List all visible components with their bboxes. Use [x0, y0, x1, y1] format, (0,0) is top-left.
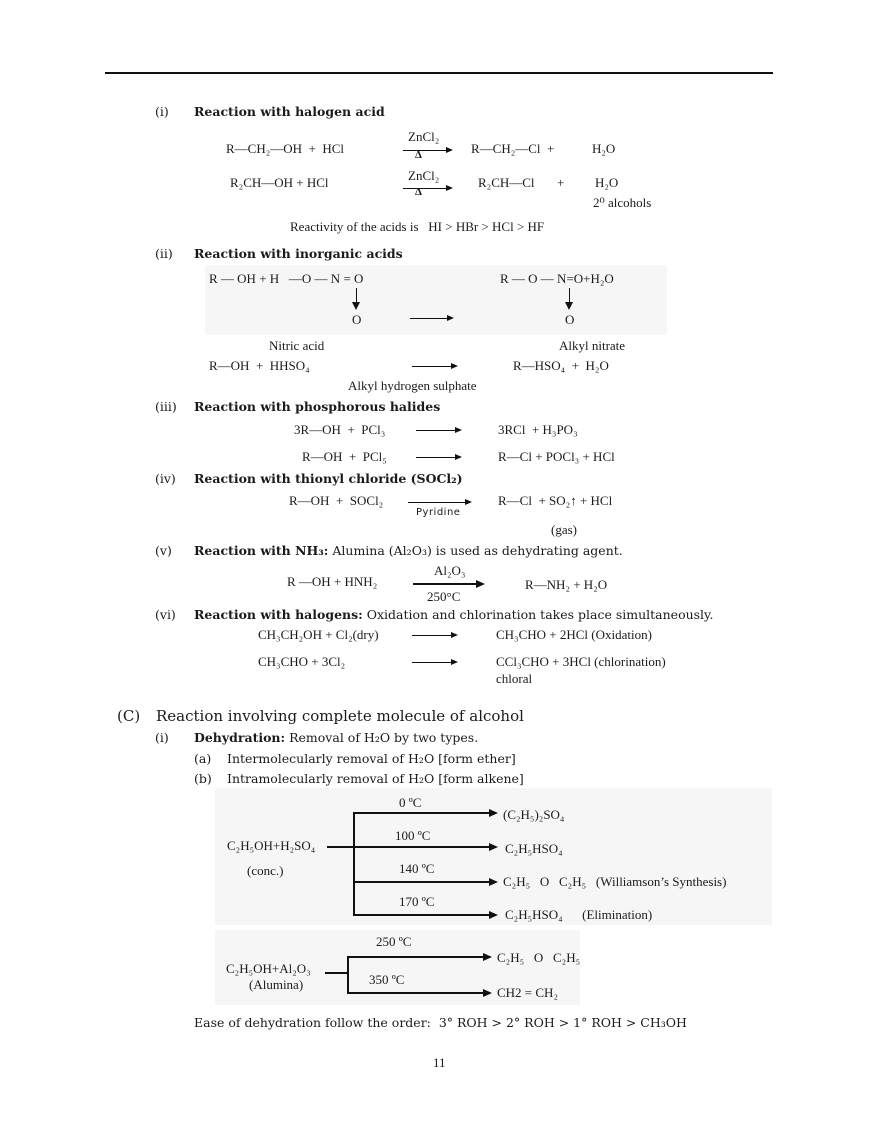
product: 3RCl + H₃PO₃ [498, 422, 578, 437]
item-number: (iv) [155, 471, 176, 486]
product: R₂CH—Cl [478, 175, 535, 190]
compound-name: chloral [496, 671, 533, 686]
compound-name: Alkyl nitrate [559, 338, 626, 353]
branch-arrow [353, 881, 496, 883]
catalyst: Pyridine [416, 507, 461, 518]
section-heading-line [194, 730, 478, 746]
list-item: Intermolecularly removal of H₂O [form ether] [227, 751, 516, 766]
item-number: (i) [155, 730, 169, 745]
item-number: (a) [194, 751, 212, 766]
section-heading: Reaction with inorganic acids [194, 246, 403, 261]
section-heading: Reaction with NH₃: [194, 543, 329, 558]
down-arrow [569, 288, 570, 308]
note: 2⁰ alcohols [593, 195, 652, 210]
temperature: 250 ºC [376, 934, 412, 949]
product: R—HSO₄ + H₂O [513, 358, 609, 373]
temperature: 100 ºC [395, 828, 431, 843]
reactant: C₂H₅OH+Al₂O₃ [226, 961, 311, 976]
section-heading: Dehydration: [194, 730, 286, 745]
heat-symbol: Δ [415, 149, 422, 161]
branch-line [353, 813, 355, 916]
down-arrow [356, 288, 357, 308]
reactant: C₂H₅OH+H₂SO₄ [227, 838, 316, 853]
branch-line [347, 957, 349, 994]
product: C₂H₅HSO₄ (Elimination) [505, 907, 653, 922]
reactant: R—OH + HHSO₄ [209, 358, 310, 373]
item-number: (iii) [155, 399, 177, 414]
item-number: (vi) [155, 607, 176, 622]
catalyst: ZnCl₂ [408, 129, 440, 144]
item-number: (v) [155, 543, 172, 558]
product: (C₂H₅)₂SO₄ [503, 807, 565, 822]
reactant: R — OH + H —O — N = O [209, 271, 364, 286]
temperature: 170 ºC [399, 894, 435, 909]
section-title: Reaction involving complete molecule of alcohol [156, 707, 524, 725]
header-rule [105, 72, 773, 74]
reaction-arrow [412, 635, 456, 636]
reaction-arrow [416, 430, 460, 431]
branch-arrow [353, 846, 496, 848]
page-number: 11 [433, 1055, 446, 1070]
compound-name: Nitric acid [269, 338, 325, 353]
reaction-arrow [412, 366, 456, 367]
section-description: Removal of H₂O by two types. [285, 730, 479, 745]
section-description: Oxidation and chlorination takes place simultaneously. [362, 607, 714, 622]
oxygen: O [565, 312, 575, 327]
product: H₂O [595, 175, 619, 190]
list-item-number: (b) [194, 771, 212, 786]
product: C₂H₅ O C₂H₅ [497, 950, 581, 965]
section-heading-line [194, 543, 623, 559]
reaction-arrow [403, 150, 451, 151]
section-number: (C) [117, 707, 141, 725]
product: H₂O [592, 141, 616, 156]
section-description: Alumina (Al₂O₃) is used as dehydrating agent. [328, 543, 623, 558]
product: R—Cl + SO₂↑ + HCl [498, 493, 613, 508]
product: CCl₃CHO + 3HCl (chlorination) [496, 654, 666, 669]
product: R—CH₂—Cl + [471, 141, 555, 156]
product: R—NH₂ + H₂O [525, 577, 608, 592]
product: R — O — N=O+H₂O [500, 271, 614, 286]
reaction-arrow [412, 662, 456, 663]
reaction-arrow [413, 583, 483, 585]
reactant: CH₃CH₂OH + Cl₂(dry) [258, 627, 379, 642]
section-heading: Reaction with halogen acid [194, 104, 385, 119]
oxygen: O [352, 312, 362, 327]
branch-line [325, 972, 349, 974]
item-number: (ii) [155, 246, 173, 261]
reactivity-order: Reactivity of the acids is HI > HBr > HCl > HF [290, 219, 545, 234]
product: CH2 = CH₂ [497, 985, 558, 1000]
reactant: R₂CH—OH + HCl [230, 175, 329, 190]
dehydration-order: Ease of dehydration follow the order: 3° ROH > 2° ROH > 1° ROH > CH₃OH [194, 1015, 687, 1030]
reactant: CH₃CHO + 3Cl₂ [258, 654, 346, 669]
product: C₂H₅ O C₂H₅ (Williamson’s Synthesis) [503, 874, 727, 889]
reactant: R—CH₂—OH + HCl [226, 141, 345, 156]
reaction-arrow [416, 457, 460, 458]
temperature: 250°C [427, 589, 461, 604]
reactant: R—OH + PCl₅ [302, 449, 387, 464]
note: (gas) [551, 522, 577, 537]
section-heading: Reaction with phosphorous halides [194, 399, 441, 414]
list-item: Intramolecularly removal of H₂O [form alkene] [227, 771, 524, 786]
catalyst: Al₂O₃ [434, 563, 466, 578]
reaction-arrow [408, 502, 470, 503]
branch-arrow [353, 812, 496, 814]
reaction-arrow [403, 188, 451, 189]
plus: + [557, 175, 565, 190]
branch-arrow [353, 914, 496, 916]
item-number: (i) [155, 104, 169, 119]
product: R—Cl + POCl₃ + HCl [498, 449, 615, 464]
reactant: R—OH + SOCl₂ [289, 493, 384, 508]
branch-arrow [347, 956, 490, 958]
branch-arrow [347, 992, 490, 994]
compound-name: Alkyl hydrogen sulphate [348, 378, 477, 393]
section-heading: Reaction with halogens: [194, 607, 363, 622]
temperature: 140 ºC [399, 861, 435, 876]
catalyst: ZnCl₂ [408, 168, 440, 183]
product: C₂H₅HSO₄ [505, 841, 563, 856]
section-heading-line [194, 607, 713, 623]
heat-symbol: Δ [415, 186, 422, 198]
section-heading: Reaction with thionyl chloride (SOCl₂) [194, 471, 463, 486]
temperature: 350 ºC [369, 972, 405, 987]
reactant: 3R—OH + PCl₃ [294, 422, 386, 437]
condition: (conc.) [247, 863, 284, 878]
temperature: 0 ºC [399, 795, 422, 810]
reactant: R —OH + HNH₂ [287, 574, 378, 589]
product: CH₃CHO + 2HCl (Oxidation) [496, 627, 652, 642]
branch-line [327, 846, 354, 848]
condition: (Alumina) [249, 977, 304, 992]
reaction-arrow [410, 318, 452, 319]
